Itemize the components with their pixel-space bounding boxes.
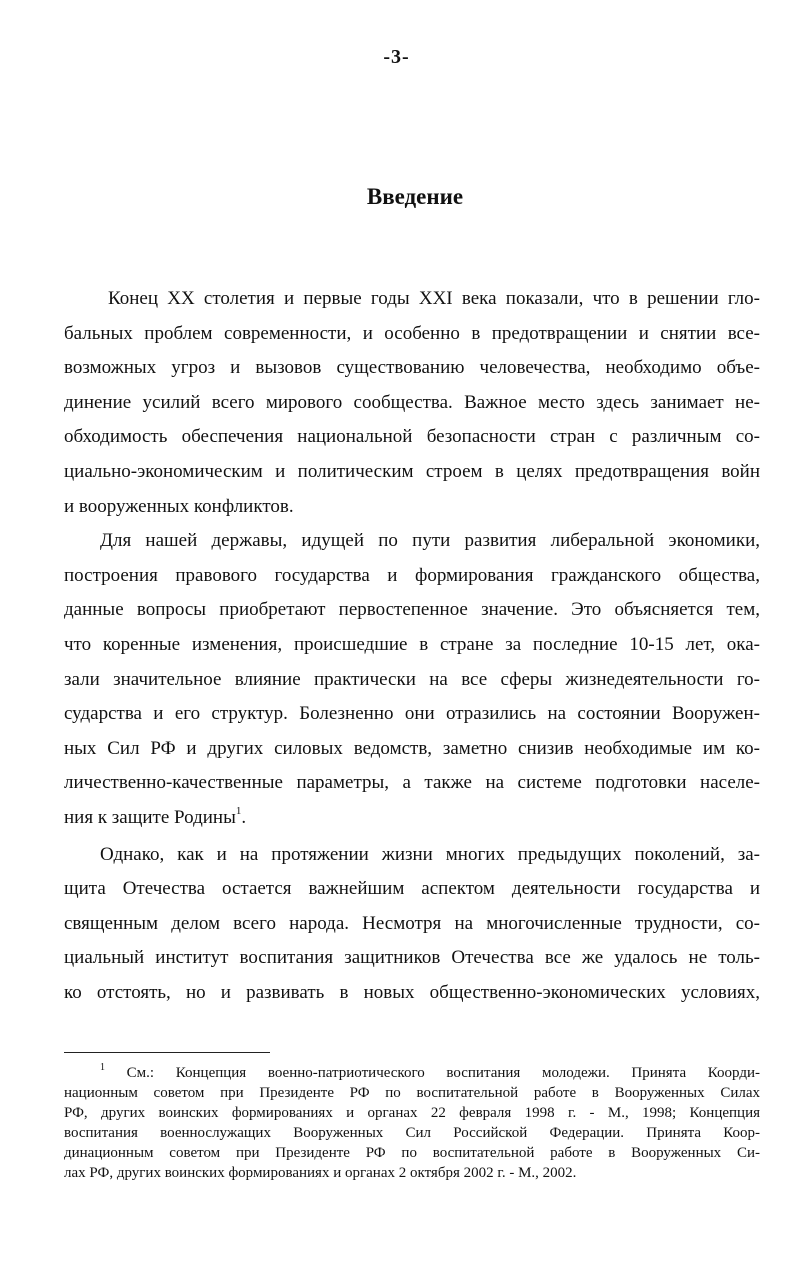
- paragraph-line: возможных угроз и вызовов существованию человечества, необходимо объе-: [64, 357, 760, 379]
- footnote: [64, 1063, 760, 1183]
- paragraph-line: и вооруженных конфликтов.: [64, 495, 294, 517]
- page-number: -3-: [383, 46, 410, 68]
- footnote-line: РФ, других воинских формированиях и органах 22 февраля 1998 г. - М., 1998; Концепция: [64, 1105, 760, 1121]
- paragraph-line: бальных проблем современности, и особенно в предотвращении и снятии все-: [64, 322, 760, 344]
- paragraph-line: циальный институт воспитания защитников Отечества все же удалось не толь-: [64, 947, 760, 969]
- paragraph-line: построения правового государства и формирования гражданского общества,: [64, 564, 760, 586]
- body-text: [64, 282, 760, 1010]
- paragraph-line: циально-экономическим и политическим строем в целях предотвращения войн: [64, 460, 760, 482]
- paragraph-line: ных Сил РФ и других силовых ведомств, заметно снизив необходимые им ко-: [64, 737, 760, 759]
- paragraph-line: священным делом всего народа. Несмотря на многочисленные трудности, со-: [64, 912, 760, 934]
- paragraph-line: ко отстоять, но и развивать в новых общественно-экономических условиях,: [64, 981, 760, 1003]
- footnote-line: национным советом при Президенте РФ по воспитательной работе в Вооруженных Силах: [64, 1085, 760, 1101]
- footnote-line: лах РФ, других воинских формированиях и органах 2 октября 2002 г. - М., 2002.: [64, 1165, 577, 1181]
- paragraph-line: зали значительное влияние практически на все сферы жизнедеятельности го-: [64, 668, 760, 690]
- footnote-reference[interactable]: 1: [235, 804, 242, 817]
- paragraph-line: что коренные изменения, происшедшие в стране за последние 10-15 лет, ока-: [64, 633, 760, 655]
- paragraph-line: Конец XX столетия и первые годы XXI века показали, что в решении гло-: [108, 288, 760, 309]
- section-title: Введение: [366, 184, 464, 209]
- paragraph-line: сударства и его структур. Болезненно они отразились на состоянии Вооружен-: [64, 703, 760, 725]
- paragraph-line: Однако, как и на протяжении жизни многих предыдущих поколений, за-: [100, 843, 760, 865]
- footnote-divider: [64, 1052, 270, 1053]
- paragraph-line: данные вопросы приобретают первостепенное значение. Это объясняется тем,: [64, 599, 760, 621]
- paragraph-line: щита Отечества остается важнейшим аспектом деятельности государства и: [64, 878, 760, 900]
- footnote-line: воспитания военнослужащих Вооруженных Сил Российской Федерации. Принята Коор-: [64, 1125, 760, 1141]
- paragraph-line: ния к защите Родины$^1$.: [64, 804, 247, 828]
- footnote-marker: 1: [100, 1062, 105, 1073]
- footnote-line-text: См.: Концепция военно-патриотического воспитания молодежи. Принята Коорди-: [126, 1065, 760, 1081]
- paragraph-line-text: ния к защите Родины: [64, 806, 236, 828]
- paragraph-line: Для нашей державы, идущей по пути развития либеральной экономики,: [100, 530, 760, 552]
- paragraph-line: обходимость обеспечения национальной безопасности стран с различным со-: [64, 426, 760, 448]
- footnote-line: динационным советом при Президенте РФ по воспитательной работе в Вооруженных Си-: [64, 1145, 760, 1161]
- paragraph-line: динение усилий всего мирового сообщества. Важное место здесь занимает не-: [64, 391, 760, 413]
- footnote-line: [64, 1063, 760, 1083]
- paragraph-line: личественно-качественные параметры, а также на системе подготовки населе-: [64, 772, 760, 794]
